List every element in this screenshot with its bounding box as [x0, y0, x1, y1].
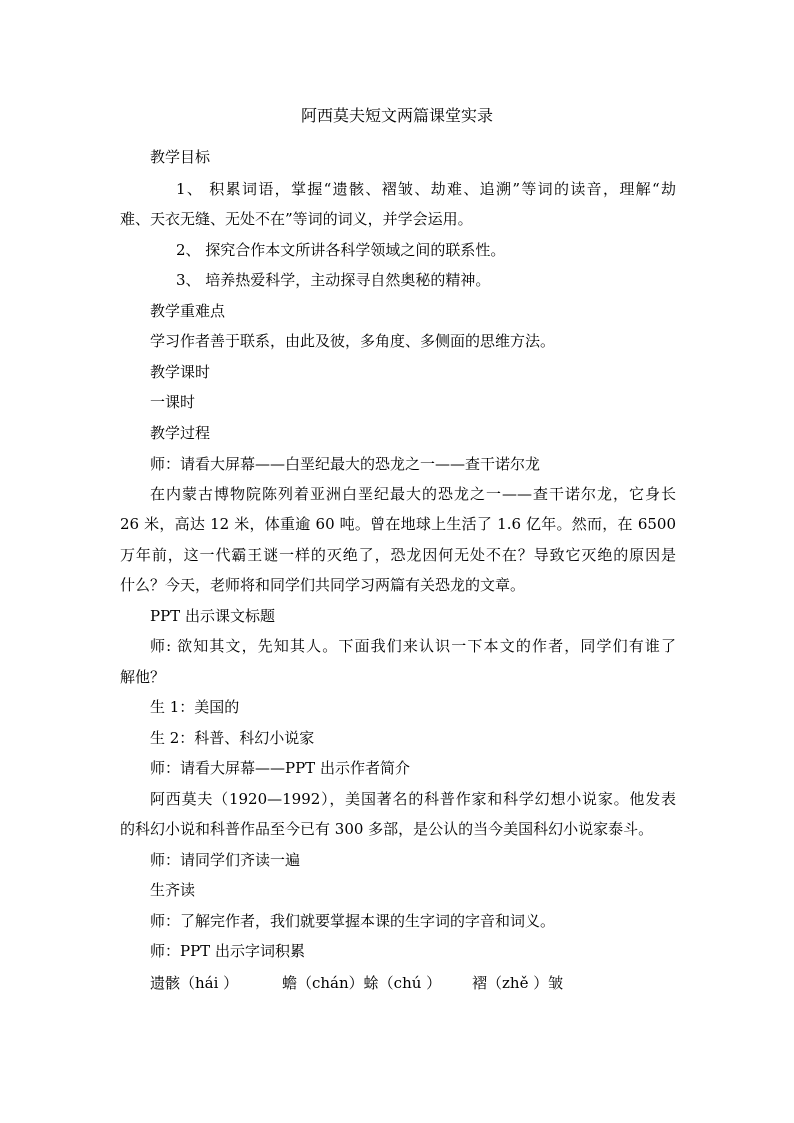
process-heading: 教学过程: [150, 424, 211, 442]
process-paragraph-4-line-2: 解他？: [120, 668, 166, 686]
difficulty-text: 学习作者善于联系，由此及彼，多角度、多侧面的思维方法。: [150, 332, 556, 350]
process-paragraph-8-line-1: 阿西莫夫（1920—1992），美国著名的科普作家和科学幻想小说家。他发表: [150, 790, 676, 808]
document-title: 阿西莫夫短文两篇课堂实录: [300, 106, 493, 125]
process-paragraph-10: 生齐读: [150, 881, 196, 899]
process-paragraph-8-line-2: 的科幻小说和科普作品至今已有 300 多部，是公认的当今美国科幻小说家泰斗。: [120, 820, 654, 838]
difficulty-heading: 教学重难点: [150, 302, 226, 320]
goals-heading: 教学目标: [150, 148, 211, 166]
process-paragraph-9: 师：请同学们齐读一遍: [150, 851, 301, 869]
vocab-word-1: 遗骸（hái ）: [150, 974, 239, 992]
goal-item-3: 3、 培养热爱科学，主动探寻自然奥秘的精神。: [176, 271, 491, 289]
hours-text: 一课时: [150, 393, 196, 411]
goal-item-1-line-2: 难、天衣无缝、无处不在”等词的词义，并学会运用。: [120, 210, 473, 228]
process-paragraph-3: PPT 出示课文标题: [150, 607, 275, 625]
goal-item-2: 2、 探究合作本文所讲各科学领域之间的联系性。: [176, 241, 506, 259]
goal-item-1-line-1: 1、 积累词语，掌握“遗骸、褶皱、劫难、追溯”等词的读音，理解“劫: [176, 180, 676, 198]
vocab-word-2: 蟾（chán）蜍（chú ）: [282, 974, 442, 992]
hours-heading: 教学课时: [150, 363, 211, 381]
process-paragraph-1: 师：请看大屏幕——白垩纪最大的恐龙之一——查干诺尔龙: [150, 455, 541, 473]
process-paragraph-2-line-4: 什么？今天，老师将和同学们共同学习两篇有关恐龙的文章。: [120, 576, 526, 594]
process-paragraph-6: 生 2：科普、科幻小说家: [150, 729, 315, 747]
process-paragraph-2-line-1: 在内蒙古博物院陈列着亚洲白垩纪最大的恐龙之一——查干诺尔龙，它身长: [150, 485, 676, 503]
process-paragraph-2-line-3: 万年前，这一代霸王谜一样的灭绝了，恐龙因何无处不在？导致它灭绝的原因是: [120, 546, 676, 564]
process-paragraph-4-line-1: 师: 欲知其文，先知其人。下面我们来认识一下本文的作者，同学们有谁了: [150, 637, 676, 655]
process-paragraph-5: 生 1：美国的: [150, 698, 240, 716]
process-paragraph-7: 师：请看大屏幕——PPT 出示作者简介: [150, 759, 410, 777]
process-paragraph-2-line-2: 26 米，高达 12 米，体重逾 60 吨。曾在地球上生活了 1.6 亿年。然而，在 6500: [120, 515, 676, 533]
process-paragraph-11: 师：了解完作者，我们就要掌握本课的生字词的字音和词义。: [150, 912, 556, 930]
vocab-word-3: 褶（zhě ）皱: [472, 974, 564, 992]
process-paragraph-12: 师：PPT 出示字词积累: [150, 942, 305, 960]
